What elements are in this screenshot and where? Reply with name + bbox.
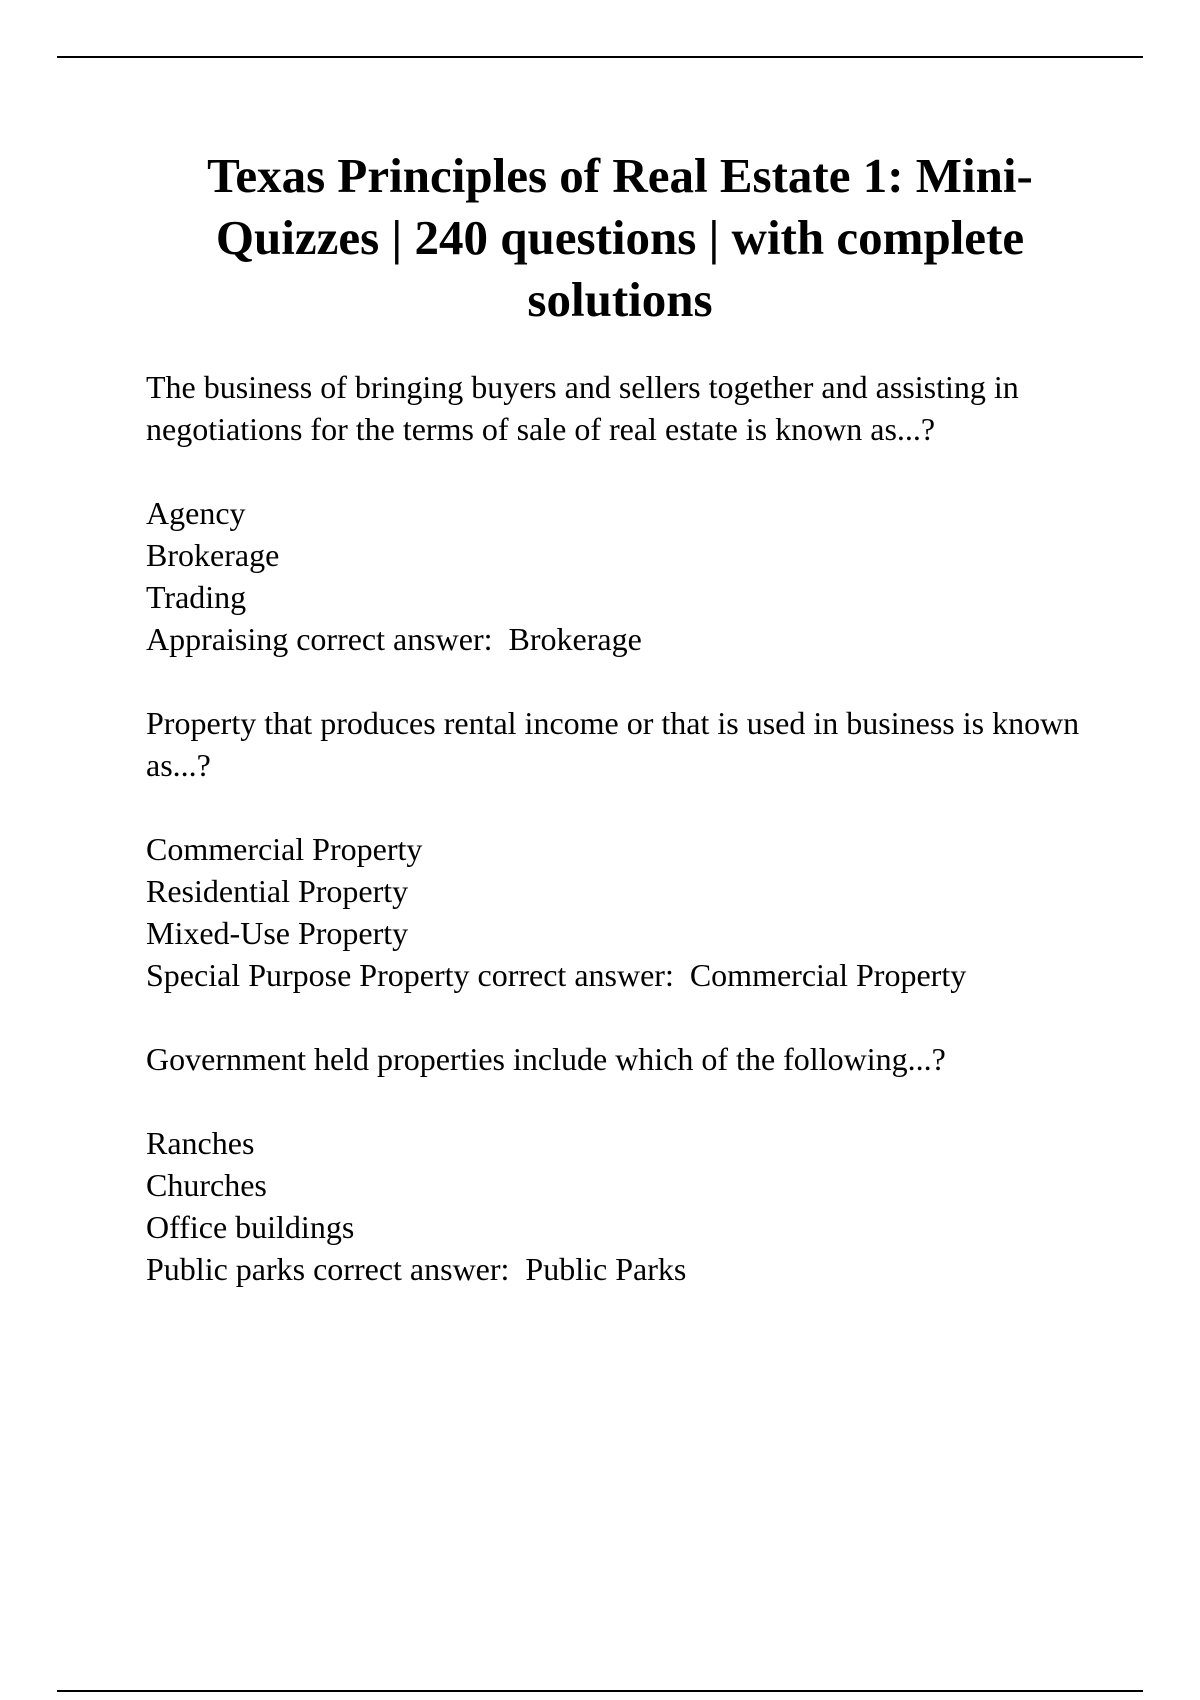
- quiz-content: [146, 366, 1106, 1332]
- quiz-item: [146, 702, 1106, 996]
- correct-answer: Brokerage: [508, 621, 642, 657]
- correct-answer: Commercial Property: [689, 957, 967, 993]
- correct-answer: Public Parks: [525, 1251, 687, 1287]
- option-with-answer: [146, 618, 1106, 660]
- option-with-answer: [146, 1248, 1106, 1290]
- option: Mixed-Use Property: [146, 915, 409, 951]
- options-list: [146, 828, 1106, 996]
- option: Special Purpose Property: [146, 957, 470, 993]
- option: Brokerage: [146, 537, 280, 573]
- quiz-item: [146, 366, 1106, 660]
- option: Office buildings: [146, 1209, 355, 1245]
- option: Agency: [146, 495, 246, 531]
- quiz-item: [146, 1038, 1106, 1290]
- option: Commercial Property: [146, 831, 423, 867]
- option: Trading: [146, 579, 247, 615]
- option: Appraising: [146, 621, 289, 657]
- header-rule: [57, 56, 1143, 58]
- answer-label: correct answer:: [288, 621, 509, 657]
- question-text: Government held properties include which of the following...?: [146, 1041, 946, 1077]
- question-text: The business of bringing buyers and sellers together and assisting in negotiations for the terms of sale of real estate is known as...?: [146, 369, 1019, 447]
- options-list: [146, 1122, 1106, 1290]
- option: Churches: [146, 1167, 267, 1203]
- footer-rule: [57, 1690, 1143, 1692]
- option: Public parks: [146, 1251, 306, 1287]
- answer-label: correct answer:: [305, 1251, 526, 1287]
- option: Residential Property: [146, 873, 409, 909]
- question-text: Property that produces rental income or that is used in business is known as...?: [146, 705, 1080, 783]
- document-title: Texas Principles of Real Estate 1: Mini-Quizzes | 240 questions | with complete solutions: [207, 148, 1033, 327]
- options-list: [146, 492, 1106, 660]
- answer-label: correct answer:: [469, 957, 690, 993]
- option-with-answer: [146, 954, 1106, 996]
- option: Ranches: [146, 1125, 255, 1161]
